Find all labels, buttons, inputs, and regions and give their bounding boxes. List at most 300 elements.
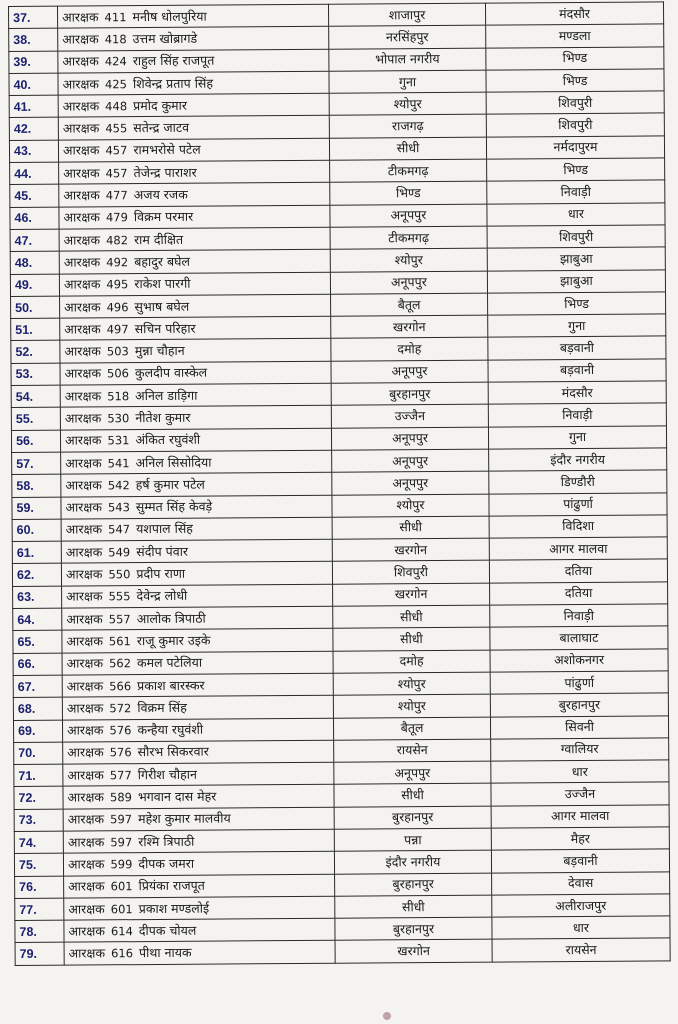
transfer-table-body — [9, 2, 671, 965]
employee-name: शिवेन्द्र प्रताप सिंह — [132, 75, 214, 91]
serial-number: 62. — [12, 564, 61, 587]
current-district: बुरहानपुर — [334, 806, 491, 829]
employee-cell — [60, 339, 331, 363]
serial-number: 50. — [11, 296, 60, 319]
employee-cell — [61, 495, 332, 519]
serial-number: 65. — [13, 630, 62, 653]
employee-name: बहादुर बघेल — [134, 253, 190, 270]
current-district: टीकमगढ़ — [330, 159, 487, 182]
new-district: ग्वालियर — [491, 738, 669, 762]
employee-name: मुन्ना चौहान — [134, 342, 185, 359]
rank-label: आरक्षक — [66, 633, 103, 649]
employee-name: महेश कुमार मालवीय — [138, 810, 231, 827]
rank-label: आरक्षक — [66, 677, 104, 694]
new-district: पांढुर्णा — [489, 492, 667, 516]
employee-name: रामभरोसे पटेल — [133, 142, 201, 158]
employee-name: दीपक चोयल — [138, 922, 197, 938]
current-district: अनूपपुर — [331, 360, 488, 383]
badge-number: 448 — [105, 98, 128, 114]
current-district: गुना — [329, 70, 486, 93]
employee-name: देवेन्द्र लोधी — [136, 588, 188, 604]
serial-number: 77. — [15, 898, 64, 921]
employee-name: प्रकाश बारस्कर — [137, 677, 205, 693]
current-district: सीधी — [335, 895, 492, 918]
badge-number: 506 — [106, 366, 130, 381]
employee-cell — [64, 941, 335, 965]
badge-number: 597 — [110, 812, 133, 827]
badge-number: 614 — [110, 923, 133, 939]
employee-name: सुभाष बघेल — [134, 298, 190, 314]
current-district: अनूपपुर — [334, 761, 491, 784]
new-district: दतिया — [490, 582, 668, 606]
new-district: गुना — [488, 314, 666, 338]
serial-number: 63. — [13, 586, 62, 609]
badge-number: 531 — [107, 433, 130, 448]
badge-number: 530 — [107, 411, 130, 426]
current-district: सीधी — [333, 605, 490, 628]
new-district: धार — [491, 760, 669, 784]
new-district: मैहर — [491, 827, 669, 851]
rank-label: आरक्षक — [64, 321, 101, 337]
rank-label: आरक्षक — [62, 142, 100, 159]
employee-name: कन्हैया रघुवंशी — [137, 721, 204, 738]
employee-cell — [62, 718, 333, 742]
employee-cell — [63, 852, 334, 876]
new-district: इंदौर नगरीय — [489, 448, 667, 472]
serial-number: 73. — [14, 809, 63, 832]
badge-number: 572 — [109, 701, 132, 716]
rank-label: आरक्षक — [62, 98, 100, 114]
new-district: मंदसौर — [488, 381, 666, 405]
employee-cell — [63, 807, 334, 831]
new-district: पांढुर्णा — [490, 671, 668, 695]
rank-label: आरक्षक — [66, 700, 104, 716]
employee-name: सतेन्द्र जाटव — [133, 119, 190, 136]
rank-label: आरक्षक — [67, 767, 104, 783]
serial-number: 67. — [13, 675, 62, 698]
current-district: टीकमगढ़ — [330, 226, 487, 249]
employee-cell — [63, 762, 334, 786]
rank-label: आरक्षक — [66, 655, 104, 671]
new-district: उज्जैन — [491, 782, 669, 806]
rank-label: आरक्षक — [67, 811, 105, 827]
badge-number: 425 — [104, 76, 128, 91]
employee-name: नीतेश कुमार — [135, 409, 191, 426]
serial-number: 61. — [12, 541, 61, 564]
serial-number: 66. — [13, 653, 62, 676]
current-district: भिण्ड — [330, 182, 487, 205]
current-district: श्योपुर — [330, 248, 487, 271]
employee-name: अंकित रघुवंशी — [135, 431, 201, 448]
serial-number: 37. — [9, 6, 58, 29]
current-district: पन्ना — [334, 828, 491, 851]
current-district: श्योपुर — [332, 494, 489, 517]
current-district: अनूपपुर — [330, 271, 487, 294]
current-district: इंदौर नगरीय — [334, 850, 491, 873]
current-district: बैतूल — [331, 293, 488, 316]
employee-cell — [59, 250, 330, 274]
employee-cell — [59, 183, 330, 207]
employee-name: तेजेन्द्र पाराशर — [133, 164, 197, 180]
rank-label: आरक्षक — [64, 410, 102, 426]
new-district: देवास — [492, 871, 670, 895]
serial-number: 71. — [14, 764, 63, 787]
new-district: बड़वानी — [491, 849, 669, 873]
new-district: सिवनी — [490, 715, 668, 739]
current-district: सीधी — [332, 516, 489, 539]
employee-cell — [58, 93, 329, 117]
ink-mark — [383, 1012, 391, 1020]
transfer-list-sheet — [8, 6, 668, 966]
employee-name: गिरीश चौहान — [137, 766, 197, 782]
employee-cell — [60, 406, 331, 430]
new-district: धार — [487, 203, 665, 227]
new-district: अशोकनगर — [490, 649, 668, 673]
employee-name: दीपक जमरा — [138, 855, 195, 872]
badge-number: 555 — [108, 589, 131, 604]
serial-number: 58. — [12, 474, 61, 497]
new-district: बड़वानी — [488, 336, 666, 360]
new-district: अलीराजपुर — [492, 894, 670, 918]
employee-cell — [58, 71, 329, 95]
new-district: बड़वानी — [488, 359, 666, 383]
current-district: शिवपुरी — [332, 561, 489, 584]
employee-cell — [63, 740, 334, 764]
rank-label: आरक्षक — [64, 388, 102, 404]
rank-label: आरक्षक — [63, 231, 101, 248]
employee-cell — [58, 116, 329, 140]
badge-number: 562 — [108, 656, 132, 671]
serial-number: 42. — [9, 118, 58, 141]
current-district: सीधी — [333, 627, 490, 650]
rank-label: आरक्षक — [62, 53, 99, 69]
employee-cell — [64, 918, 335, 942]
rank-label: आरक्षक — [62, 120, 100, 136]
serial-number: 41. — [9, 95, 58, 118]
employee-cell — [64, 896, 335, 920]
badge-number: 576 — [109, 723, 132, 738]
rank-label: आरक्षक — [64, 343, 101, 359]
employee-name: प्रकाश मण्डलोई — [138, 900, 210, 916]
badge-number: 411 — [104, 9, 127, 24]
badge-number: 492 — [106, 255, 129, 270]
badge-number: 541 — [107, 455, 130, 470]
current-district: अनूपपुर — [332, 449, 489, 472]
serial-number: 47. — [10, 229, 59, 252]
serial-number: 78. — [15, 920, 64, 943]
employee-cell — [62, 629, 333, 653]
serial-number: 75. — [14, 853, 63, 876]
employee-name: राहुल सिंह राजपूत — [132, 52, 215, 69]
current-district: रायसेन — [334, 739, 491, 762]
rank-label: आरक्षक — [68, 945, 106, 961]
new-district: आगर मालवा — [489, 537, 667, 561]
employee-name: सुम्मत सिंह केवड़े — [135, 498, 213, 515]
table-row — [15, 938, 670, 965]
rank-label: आरक्षक — [65, 544, 103, 560]
serial-number: 55. — [11, 407, 60, 430]
badge-number: 561 — [108, 634, 131, 649]
rank-label: आरक्षक — [62, 75, 100, 92]
new-district: निवाड़ी — [487, 180, 665, 204]
current-district: राजगढ़ — [329, 115, 486, 138]
serial-number: 57. — [12, 452, 61, 475]
badge-number: 482 — [106, 232, 129, 247]
employee-cell — [60, 294, 331, 318]
rank-label: आरक्षक — [67, 833, 105, 850]
badge-number: 457 — [105, 165, 128, 181]
current-district: उज्जैन — [331, 405, 488, 428]
badge-number: 547 — [108, 522, 131, 537]
serial-number: 49. — [10, 274, 59, 297]
rank-label: आरक्षक — [67, 722, 104, 738]
badge-number: 477 — [105, 188, 128, 203]
serial-number: 76. — [15, 876, 64, 899]
employee-cell — [59, 272, 330, 296]
employee-name: राम दीक्षित — [133, 231, 184, 247]
serial-number: 38. — [9, 28, 58, 51]
new-district: मंदसौर — [485, 2, 663, 26]
employee-cell — [59, 205, 330, 229]
serial-number: 69. — [13, 720, 62, 743]
employee-name: भगवान दास मेहर — [137, 788, 217, 805]
employee-name: यशपाल सिंह — [136, 521, 193, 537]
rank-label: आरक्षक — [67, 789, 105, 805]
badge-number: 495 — [106, 277, 129, 292]
badge-number: 601 — [110, 901, 133, 916]
rank-label: आरक्षक — [68, 878, 105, 894]
new-district: आगर मालवा — [491, 805, 669, 829]
employee-name: अनिल सिसोदिया — [135, 454, 212, 470]
rank-label: आरक्षक — [68, 923, 105, 939]
current-district: श्योपुर — [333, 694, 490, 717]
badge-number: 518 — [107, 388, 130, 404]
employee-name: रश्मि त्रिपाठी — [138, 833, 195, 849]
new-district: भिण्ड — [486, 69, 664, 93]
employee-name: विक्रम सिंह — [137, 699, 187, 715]
current-district: खरगोन — [331, 315, 488, 338]
employee-name: प्रमोद कुमार — [133, 97, 188, 113]
employee-cell — [60, 383, 331, 407]
new-district: बालाघाट — [490, 626, 668, 650]
rank-label: आरक्षक — [63, 187, 100, 203]
employee-cell — [58, 4, 329, 28]
serial-number: 53. — [11, 363, 60, 386]
employee-name: कमल पटेलिया — [136, 654, 203, 671]
badge-number: 549 — [108, 544, 131, 560]
rank-label: आरक्षक — [65, 477, 102, 493]
employee-name: राकेश पारगी — [134, 275, 191, 292]
employee-cell — [60, 361, 331, 385]
badge-number: 616 — [111, 946, 134, 961]
serial-number: 72. — [14, 787, 63, 810]
rank-label: आरक्षक — [65, 499, 103, 515]
employee-cell — [63, 829, 334, 853]
current-district: बुरहानपुर — [331, 382, 488, 405]
employee-cell — [58, 27, 329, 51]
current-district: खरगोन — [333, 583, 490, 606]
rank-label: आरक्षक — [64, 432, 102, 448]
rank-label: आरक्षक — [63, 276, 101, 292]
badge-number: 496 — [106, 299, 129, 314]
serial-number: 44. — [10, 162, 59, 185]
new-district: निवाड़ी — [488, 403, 666, 427]
employee-cell — [64, 874, 335, 898]
badge-number: 457 — [105, 143, 128, 158]
new-district: डिण्डौरी — [489, 470, 667, 494]
rank-label: आरक्षक — [62, 31, 99, 47]
rank-label: आरक्षक — [65, 454, 102, 471]
current-district: अनूपपुर — [330, 204, 487, 227]
employee-cell — [61, 539, 332, 563]
serial-number: 48. — [10, 251, 59, 274]
employee-cell — [61, 450, 332, 474]
badge-number: 479 — [105, 210, 128, 225]
serial-number: 46. — [10, 207, 59, 230]
employee-name: मनीष धोलपुरिया — [132, 8, 207, 24]
employee-name: संदीप पंवार — [136, 543, 189, 559]
rank-label: आरक्षक — [63, 254, 101, 270]
rank-label: आरक्षक — [67, 744, 104, 761]
badge-number: 566 — [109, 678, 132, 693]
new-district: भिण्ड — [488, 292, 666, 316]
new-district: निवाड़ी — [490, 604, 668, 628]
new-district: शिवपुरी — [486, 113, 664, 137]
current-district: भोपाल नगरीय — [329, 48, 486, 71]
badge-number: 557 — [108, 611, 131, 626]
badge-number: 497 — [106, 321, 129, 337]
transfer-table — [8, 1, 671, 965]
current-district: दमोह — [331, 338, 488, 361]
employee-name: विक्रम परमार — [133, 209, 194, 225]
employee-name: सौरभ सिकरवार — [137, 744, 209, 760]
serial-number: 60. — [12, 519, 61, 542]
badge-number: 577 — [109, 767, 132, 783]
employee-cell — [62, 584, 333, 608]
new-district: धार — [492, 916, 670, 940]
new-district: शिवपुरी — [486, 91, 664, 115]
rank-label: आरक्षक — [65, 521, 103, 538]
rank-label: आरक्षक — [64, 365, 102, 382]
current-district: बैतूल — [333, 717, 490, 740]
employee-cell — [58, 138, 329, 162]
rank-label: आरक्षक — [66, 611, 103, 627]
badge-number: 550 — [108, 567, 131, 582]
employee-cell — [63, 785, 334, 809]
employee-name: आलोक त्रिपाठी — [136, 610, 206, 626]
rank-label: आरक्षक — [66, 588, 103, 604]
badge-number: 576 — [109, 745, 132, 760]
badge-number: 424 — [104, 54, 127, 69]
employee-name: पीथा नायक — [138, 944, 192, 961]
current-district: अनूपपुर — [331, 427, 488, 450]
new-district: मण्डला — [486, 24, 664, 48]
new-district: नर्मदापुरम — [486, 136, 664, 160]
employee-cell — [62, 673, 333, 697]
rank-label: आरक्षक — [62, 9, 99, 25]
serial-number: 59. — [12, 497, 61, 520]
serial-number: 70. — [14, 742, 63, 765]
current-district: नरसिंहपुर — [329, 25, 486, 48]
employee-cell — [59, 160, 330, 184]
current-district: सीधी — [329, 137, 486, 160]
new-district: झाबुआ — [487, 269, 665, 293]
employee-cell — [62, 606, 333, 630]
employee-name: उत्तम खोब्रागडे — [132, 30, 198, 47]
employee-name: कुलदीप वास्केल — [134, 365, 208, 381]
badge-number: 455 — [105, 121, 128, 136]
badge-number: 597 — [110, 834, 133, 849]
badge-number: 418 — [104, 32, 127, 47]
employee-cell — [62, 695, 333, 719]
current-district: बुरहानपुर — [335, 873, 492, 896]
badge-number: 599 — [110, 857, 133, 872]
current-district: सीधी — [334, 784, 491, 807]
employee-cell — [59, 227, 330, 251]
employee-name: प्रदीप राणा — [136, 565, 186, 582]
employee-name: राजू कुमार उइके — [136, 632, 211, 649]
new-district: रायसेन — [492, 938, 670, 962]
employee-name: हर्ष कुमार पटेल — [135, 476, 205, 492]
employee-cell — [60, 428, 331, 452]
badge-number: 589 — [109, 790, 132, 805]
rank-label: आरक्षक — [68, 900, 105, 917]
employee-cell — [62, 651, 333, 675]
serial-number: 74. — [14, 831, 63, 854]
rank-label: आरक्षक — [65, 566, 103, 582]
serial-number: 52. — [11, 341, 60, 364]
new-district: दतिया — [489, 559, 667, 583]
serial-number: 56. — [11, 430, 60, 453]
rank-label: आरक्षक — [63, 209, 100, 225]
current-district: खरगोन — [335, 940, 492, 963]
current-district: बुरहानपुर — [335, 917, 492, 940]
new-district: विदिशा — [489, 515, 667, 539]
current-district: श्योपुर — [329, 92, 486, 115]
employee-cell — [61, 562, 332, 586]
current-district: अनूपपुर — [332, 471, 489, 494]
new-district: शिवपुरी — [487, 225, 665, 249]
new-district: झाबुआ — [487, 247, 665, 271]
rank-label: आरक्षक — [64, 298, 101, 315]
badge-number: 503 — [106, 344, 129, 359]
new-district: गुना — [488, 426, 666, 450]
current-district: खरगोन — [332, 538, 489, 561]
badge-number: 543 — [107, 500, 130, 515]
current-district: शाजापुर — [328, 3, 485, 26]
employee-name: सचिन परिहार — [134, 320, 196, 336]
employee-cell — [60, 316, 331, 340]
badge-number: 542 — [107, 478, 130, 493]
current-district: दमोह — [333, 650, 490, 673]
new-district: भिण्ड — [486, 47, 664, 71]
new-district: भिण्ड — [487, 158, 665, 182]
employee-name: प्रियंका राजपूत — [138, 877, 205, 894]
serial-number: 51. — [11, 318, 60, 341]
serial-number: 45. — [10, 185, 59, 208]
serial-number: 68. — [13, 697, 62, 720]
employee-cell — [61, 472, 332, 496]
employee-cell — [61, 517, 332, 541]
employee-cell — [58, 49, 329, 73]
serial-number: 43. — [9, 140, 58, 163]
serial-number: 64. — [13, 608, 62, 631]
rank-label: आरक्षक — [63, 165, 100, 181]
serial-number: 39. — [9, 51, 58, 74]
rank-label: आरक्षक — [67, 856, 105, 872]
serial-number: 79. — [15, 943, 64, 966]
new-district: बुरहानपुर — [490, 693, 668, 717]
